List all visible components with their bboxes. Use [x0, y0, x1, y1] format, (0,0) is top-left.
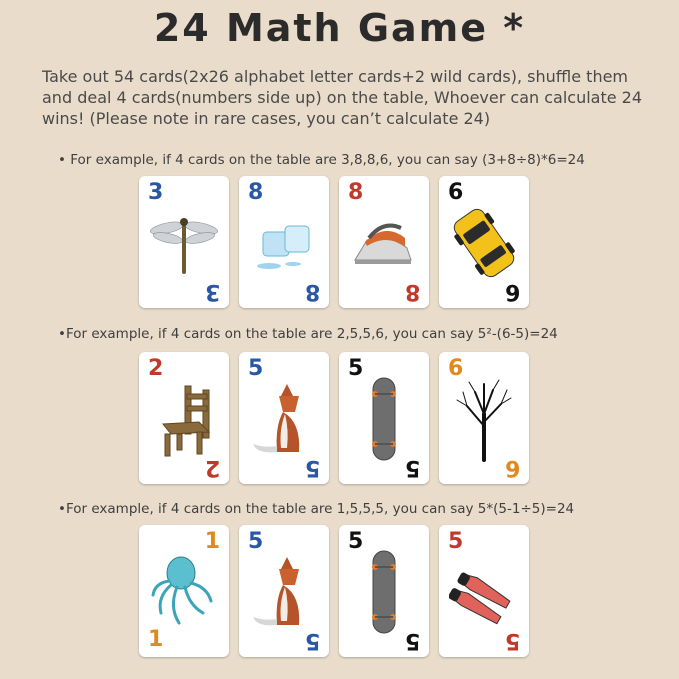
card: [239, 525, 329, 657]
card-number: 6: [504, 455, 520, 480]
chair-icon: [149, 374, 219, 464]
fox-icon: [249, 374, 319, 464]
card: [339, 352, 429, 484]
card-number: 5: [404, 628, 420, 653]
example-text: • For example, if 4 cards on the table are 3,8,8,6, you can say (3+8÷8)*6=24: [58, 152, 585, 168]
iron-icon: [349, 198, 419, 288]
example-text: •For example, if 4 cards on the table are 1,5,5,5, you can say 5*(5-1÷5)=24: [58, 501, 575, 517]
card-number: 5: [248, 356, 264, 381]
ice-cubes-icon: [249, 198, 319, 288]
fox-icon: [249, 547, 319, 637]
card: [339, 525, 429, 657]
card-number: 5: [504, 628, 520, 653]
card-number: 8: [348, 180, 364, 205]
card-number: 3: [204, 279, 220, 304]
card-number: 5: [404, 455, 420, 480]
card-number: 8: [248, 180, 264, 205]
card-number: 5: [304, 628, 320, 653]
card-number: 6: [504, 279, 520, 304]
tree-icon: [449, 374, 519, 464]
card: [239, 176, 329, 308]
skateboard-icon: [349, 547, 419, 637]
card-number: 2: [148, 356, 164, 381]
card-number: 5: [348, 356, 364, 381]
card-number: 6: [448, 356, 464, 381]
card: [139, 525, 229, 657]
card-number: 5: [248, 529, 264, 554]
card-number: 2: [204, 455, 220, 480]
card-number: 5: [448, 529, 464, 554]
taxi-icon: [449, 198, 519, 288]
flippers-icon: [449, 547, 519, 637]
card-number: 6: [448, 180, 464, 205]
octopus-icon: [149, 547, 219, 637]
page-title: 24 Math Game *: [153, 6, 526, 50]
intro-text: Take out 54 cards(2x26 alphabet letter cards+2 wild cards), shuffle them and deal 4 cards(numbers side up) on the table, Whoever can calculate 24 wins! (Please note in rare cases, you can’t calculate 24): [42, 67, 643, 128]
card: [439, 525, 529, 657]
card-number: 8: [304, 279, 320, 304]
card: [139, 352, 229, 484]
card: [339, 176, 429, 308]
skateboard-icon: [349, 374, 419, 464]
card-number: 5: [348, 529, 364, 554]
card-number: 5: [304, 455, 320, 480]
card-number: 1: [148, 627, 164, 652]
dragonfly-icon: [149, 198, 219, 288]
card-number: 3: [148, 180, 164, 205]
example-text: •For example, if 4 cards on the table are 2,5,5,6, you can say 5²-(6-5)=24: [58, 326, 558, 342]
card-number: 1: [204, 529, 220, 554]
card: [439, 352, 529, 484]
card: [239, 352, 329, 484]
card: [139, 176, 229, 308]
card: [439, 176, 529, 308]
card-number: 8: [404, 279, 420, 304]
